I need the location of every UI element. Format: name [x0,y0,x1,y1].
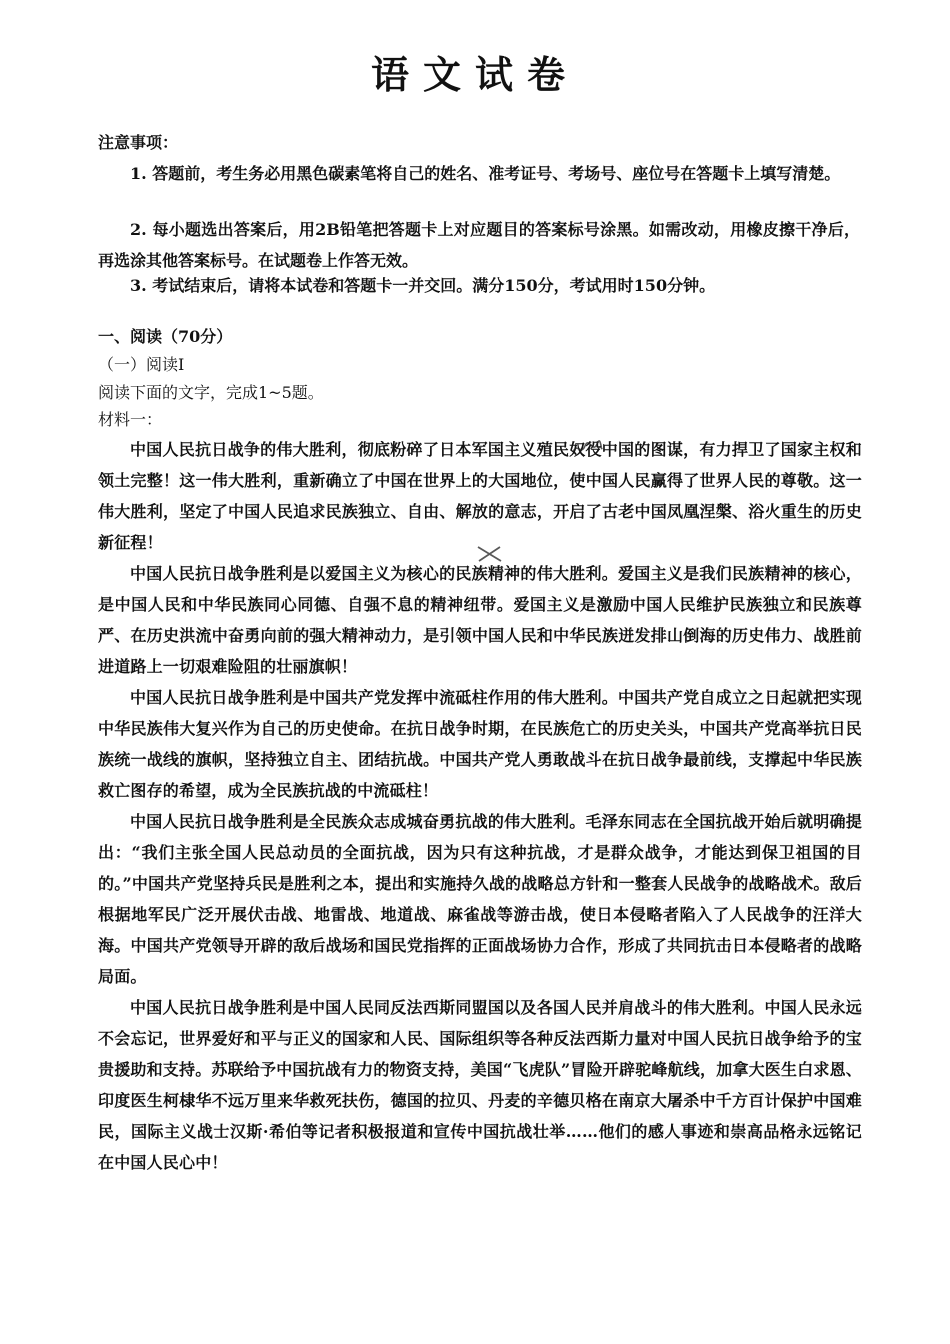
note-item: 3. 考试结束后，请将本试卷和答题卡一并交回。满分150分，考试用时150分钟。 [130,276,716,295]
material-label: 材料一： [98,410,163,429]
passage-paragraph: 中国人民抗日战争胜利是中国人民同反法西斯同盟国以及各国人民并肩战斗的伟大胜利。中国人民永远不会忘记，世界爱好和平与正义的国家和人民、国际组织等各种反法西斯力量对中国人民抗日战争给予的宝贵援助和支持。苏联给予中国抗战有力的物资支持，美国“飞虎队”冒险开辟驼峰航线，加拿大医生白求恩、印度医生柯棣华不远万里来华救死扶伤，德国的拉贝、丹麦的辛德贝格在南京大屠杀中千方百计保护中国难民，国际主义战士汉斯·希伯等记者积极报道和宣传中国抗战壮举……他们的感人事迹和崇高品格永远铭记在中国人民心中！ [98,998,863,1172]
passage-paragraph: 中国人民抗日战争的伟大胜利，彻底粉碎了日本军国主义殖民奴役中国的图谋，有力捍卫了国家主权和领土完整！这一伟大胜利，重新确立了中国在世界上的大国地位，使中国人民赢得了世界人民的尊敬。这一伟大胜利，坚定了中国人民追求民族独立、自由、解放的意志，开启了古老中国凤凰涅槃、浴火重生的历史新征程！ [98,440,862,552]
note-item: 2. 每小题选出答案后，用2B铅笔把答题卡上对应题目的答案标号涂黑。如需改动，用橡皮擦干净后，再选涂其他答案标号。在试题卷上作答无效。 [98,220,860,270]
note-item: 1. 答题前，考生务必用黑色碳素笔将自己的姓名、准考证号、考场号、座位号在答题卡上填写清楚。 [130,164,841,183]
subsection-title: （一）阅读Ⅰ [98,355,185,374]
passage-paragraph: 中国人民抗日战争胜利是中国共产党发挥中流砥柱作用的伟大胜利。中国共产党自成立之日起就把实现中华民族伟大复兴作为自己的历史使命。在抗日战争时期，在民族危亡的历史关头，中国共产党高举抗日民族统一战线的旗帜，坚持独立自主、团结抗战。中国共产党人勇敢战斗在抗日战争最前线，支撑起中华民族救亡图存的希望，成为全民族抗战的中流砥柱！ [98,688,862,800]
scribble-mark-icon [475,544,505,564]
scribble-mark-icon [571,440,603,458]
passage-paragraph: 中国人民抗日战争胜利是以爱国主义为核心的民族精神的伟大胜利。爱国主义是我们民族精神的核心，是中国人民和中华民族同心同德、自强不息的精神纽带。爱国主义是激励中国人民维护民族独立和民族尊严、在历史洪流中奋勇向前的强大精神动力，是引领中国人民和中华民族迸发排山倒海的历史伟力、战胜前进道路上一切艰难险阻的壮丽旗帜！ [98,564,862,676]
page-title: 语文试卷 [370,52,579,97]
reading-instruction: 阅读下面的文字，完成1~5题。 [98,383,324,402]
notes-heading: 注意事项： [98,133,179,152]
passage-paragraph: 中国人民抗日战争胜利是全民族众志成城奋勇抗战的伟大胜利。毛泽东同志在全国抗战开始后就明确提出：“我们主张全国人民总动员的全面抗战，因为只有这种抗战，才是群众战争，才能达到保卫祖国的目的。”中国共产党坚持兵民是胜利之本，提出和实施持久战的战略总方针和一整套人民战争的战略战术。敌后根据地军民广泛开展伏击战、地雷战、地道战、麻雀战等游击战，使日本侵略者陷入了人民战争的汪洋大海。中国共产党领导开辟的敌后战场和国民党指挥的正面战场协力合作，形成了共同抗击日本侵略者的战略局面。 [98,812,862,986]
section-title: 一、阅读（70分） [98,327,233,346]
